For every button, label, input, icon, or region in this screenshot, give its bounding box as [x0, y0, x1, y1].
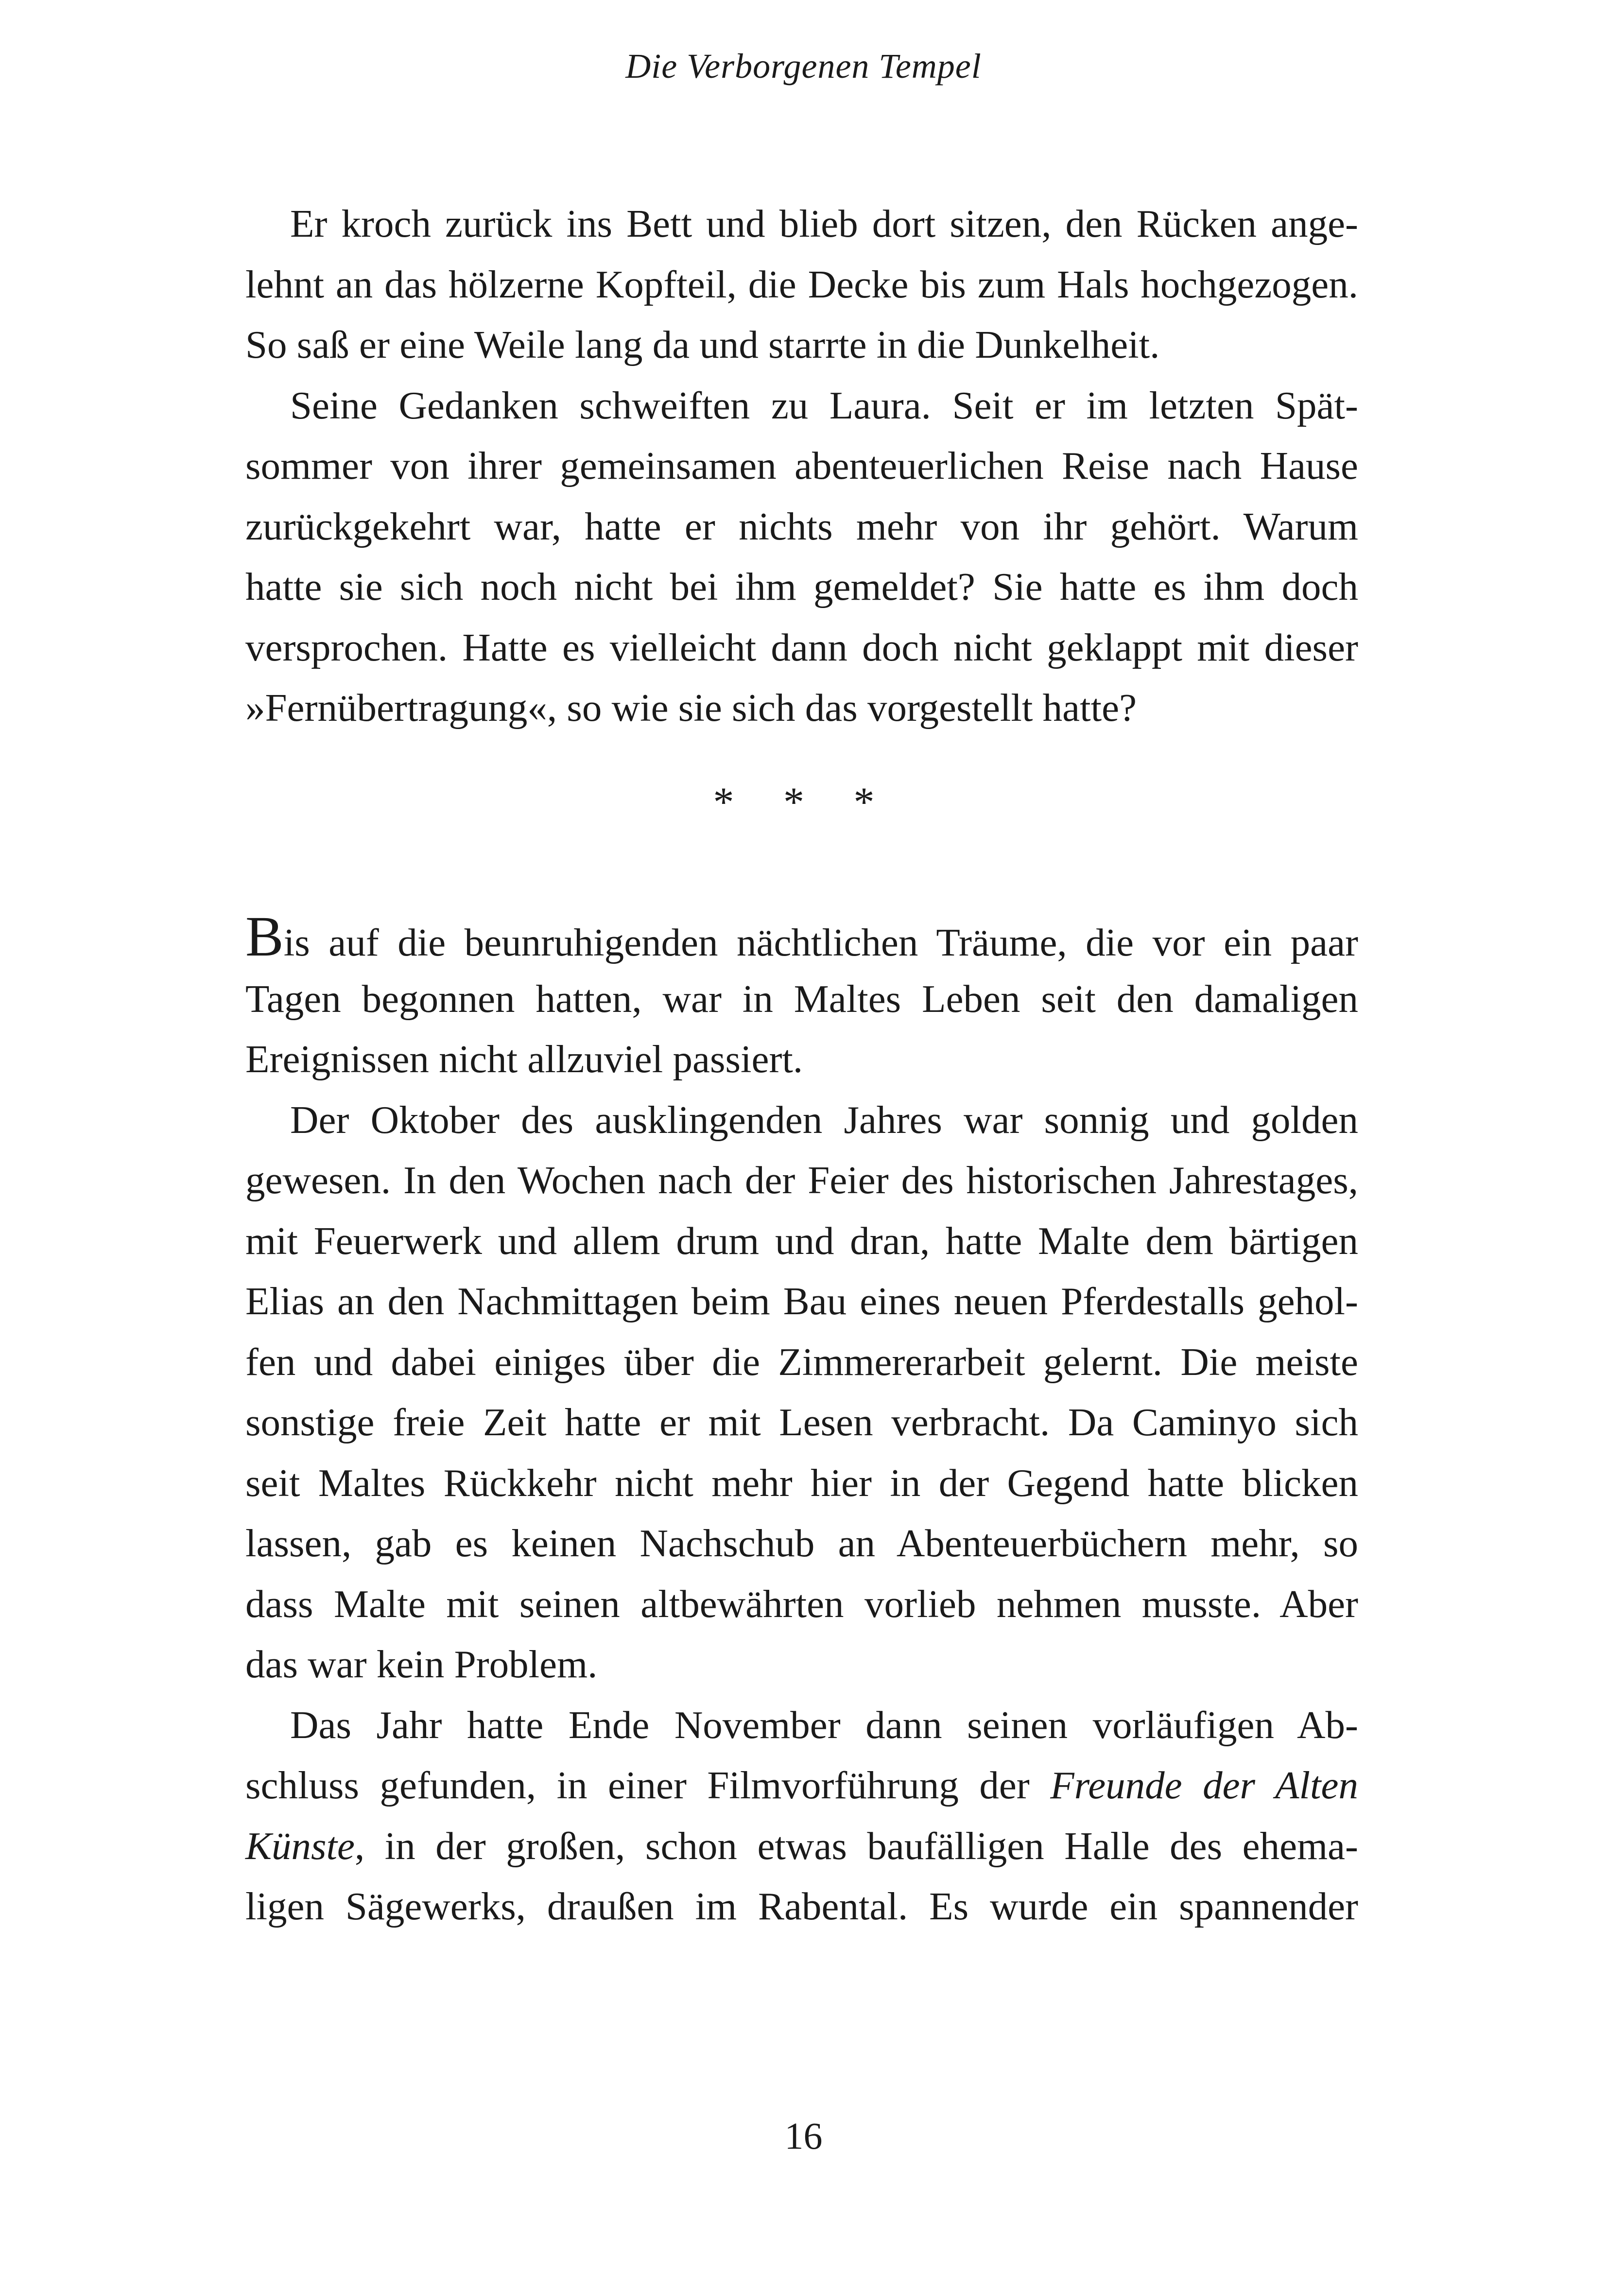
- text-line: sonstige freie Zeit hatte er mit Lesen verbracht. Da Caminyo sich: [245, 1400, 1358, 1444]
- text-fragment: is auf die beunruhigenden nächtlichen Träume, die vor ein paar: [283, 921, 1358, 964]
- text-line: dass Malte mit seinen altbewährten vorlieb nehmen musste. Aber: [245, 1582, 1358, 1626]
- text-line: Das Jahr hatte Ende November dann seinen vorläufigen Ab-: [290, 1703, 1358, 1747]
- text-line: ligen Sägewerks, draußen im Rabental. Es wurde ein spannender: [245, 1884, 1358, 1928]
- text-line: Der Oktober des ausklingenden Jahres war sonnig und golden: [290, 1097, 1358, 1142]
- text-line: Er kroch zurück ins Bett und blieb dort sitzen, den Rücken ange-: [290, 202, 1358, 245]
- text-fragment: , in der großen, schon etwas baufälligen Halle des ehema-: [355, 1824, 1358, 1868]
- text-line: lehnt an das hölzerne Kopfteil, die Decke bis zum Hals hochgezogen.: [245, 262, 1358, 306]
- page-number: 16: [784, 2115, 823, 2157]
- text-line: sommer von ihrer gemeinsamen abenteuerlichen Reise nach Hause: [245, 444, 1358, 487]
- text-line: Seine Gedanken schweiften zu Laura. Seit er im letzten Spät-: [290, 383, 1358, 427]
- text-line: Elias an den Nachmittagen beim Bau eines neuen Pferdestalls gehol-: [245, 1279, 1358, 1323]
- paragraph: [245, 1695, 1358, 1937]
- text-line: lassen, gab es keinen Nachschub an Abenteuerbüchern mehr, so: [245, 1521, 1358, 1565]
- body-text-section-1: [245, 193, 1358, 738]
- text-line: Ereignissen nicht allzuviel passiert.: [245, 1037, 803, 1081]
- drop-cap: B: [245, 904, 284, 968]
- text-line: So saß er eine Weile lang da und starrte in die Dunkelheit.: [245, 323, 1160, 366]
- italic-title-fragment: Künste: [245, 1824, 355, 1868]
- text-line: [245, 904, 1358, 969]
- paragraph: [245, 904, 1358, 1090]
- paragraph: [245, 193, 1358, 375]
- body-text-section-2: [245, 904, 1358, 1937]
- text-line: [245, 1816, 1358, 1877]
- paragraph: [245, 375, 1358, 738]
- text-line: zurückgekehrt war, hatte er nichts mehr von ihr gehört. Warum: [245, 504, 1358, 548]
- running-header: Die Verborgenen Tempel: [625, 47, 982, 86]
- text-line: gewesen. In den Wochen nach der Feier des historischen Jahrestages,: [245, 1158, 1358, 1202]
- text-line: mit Feuerwerk und allem drum und dran, hatte Malte dem bärtigen: [245, 1218, 1358, 1263]
- text-line: fen und dabei einiges über die Zimmererarbeit gelernt. Die meiste: [245, 1339, 1358, 1384]
- text-line: hatte sie sich noch nicht bei ihm gemeldet? Sie hatte es ihm doch: [245, 565, 1358, 609]
- section-divider: * * *: [713, 779, 894, 825]
- paragraph: [245, 1090, 1358, 1695]
- text-line: versprochen. Hatte es vielleicht dann doch nicht geklappt mit dieser: [245, 625, 1358, 669]
- text-line: »Fernübertragung«, so wie sie sich das vorgestellt hatte?: [245, 686, 1137, 730]
- text-line: seit Maltes Rückkehr nicht mehr hier in der Gegend hatte blicken: [245, 1461, 1358, 1505]
- text-fragment: schluss gefunden, in einer Filmvorführung der: [245, 1763, 1051, 1807]
- text-line: [245, 1755, 1358, 1816]
- text-line: Tagen begonnen hatten, war in Maltes Leben seit den damaligen: [245, 976, 1358, 1021]
- text-line: das war kein Problem.: [245, 1642, 598, 1686]
- italic-title-fragment: Freunde der Alten: [1050, 1763, 1358, 1807]
